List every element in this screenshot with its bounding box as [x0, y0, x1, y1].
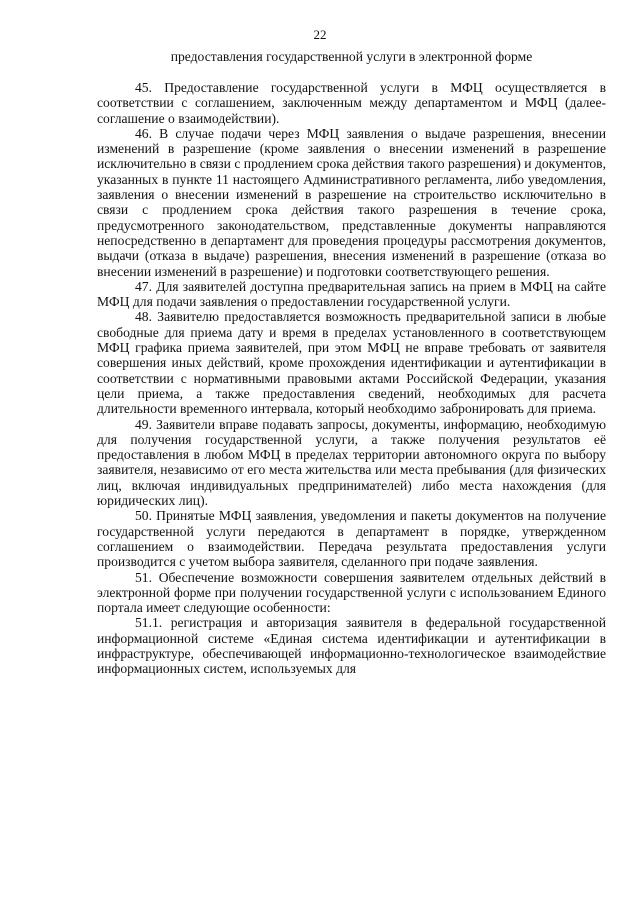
document-body [97, 80, 606, 677]
continued-heading: предоставления государственной услуги в электронной форме [170, 49, 533, 64]
paragraph-47: 47. Для заявителей доступна предварительная запись на прием в МФЦ на сайте МФЦ для подачи заявления о предоставлении государственной услуги. [97, 278, 606, 310]
paragraph-45: 45. Предоставление государственной услуги в МФЦ осуществляется в соответствии с соглашением, заключенным между департаментом и МФЦ (далее-соглашение о взаимодействии). [97, 80, 606, 126]
paragraph-46: 46. В случае подачи через МФЦ заявления о выдаче разрешения, внесении изменений в разрешение (кроме заявления о внесении изменений в разрешение исключительно в связи с продлением срока действия такого разрешения) и документов, указанных в пункте 11 настоящего Административного регламента, либо уведомления, заявления о внесении изменений в разрешение на строительство исключительно в связи с продлением срока действия такого разрешения в течение срока, предусмотренного законодательством, представленные документы направляются непосредственно в департамент для проведения процедуры рассмотрения документов, выдачи (отказа в выдаче) разрешения, внесения изменений в разрешение (отказа во внесении изменений в разрешение) и подготовки соответствующего решения. [97, 125, 606, 279]
paragraph-51-1: 51.1. регистрация и авторизация заявителя в федеральной государственной информационной системе «Единая система идентификации и аутентификации в инфраструктуре, обеспечивающей информационно-технологическое взаимодействие информационных систем, используемых для [97, 615, 606, 677]
paragraph-50: 50. Принятые МФЦ заявления, уведомления и пакеты документов на получение государственной услуги передаются в департамент в порядке, утвержденном соглашением о взаимодействии. Передача результата предоставления услуги производится с учетом выбора заявителя, сделанного при подаче заявления. [97, 508, 606, 570]
paragraph-51: 51. Обеспечение возможности совершения заявителем отдельных действий в электронной форме при получении государственной услуги с использованием Единого портала имеет следующие особенности: [97, 569, 606, 616]
paragraph-49: 49. Заявители вправе подавать запросы, документы, информацию, необходимую для получения государственной услуги, а также получения результатов её предоставления в любом МФЦ в пределах территории автономного округа по выбору заявителя, независимо от его места жительства или места пребывания (для физических лиц, включая индивидуальных предпринимателей) либо места нахождения (для юридических лиц). [97, 416, 606, 509]
paragraph-48: 48. Заявителю предоставляется возможность предварительной записи в любые свободные для приема дату и время в пределах установленного в соответствующем МФЦ графика приема заявителей, при этом МФЦ не вправе требовать от заявителя совершения иных действий, кроме прохождения идентификации и аутентификации в соответствии с нормативными правовыми актами Российской Федерации, указания цели приема, а также предоставления сведений, необходимых для расчета длительности временного интервала, который необходимо забронировать для приема. [97, 309, 606, 417]
page-number: 22 [313, 27, 327, 42]
